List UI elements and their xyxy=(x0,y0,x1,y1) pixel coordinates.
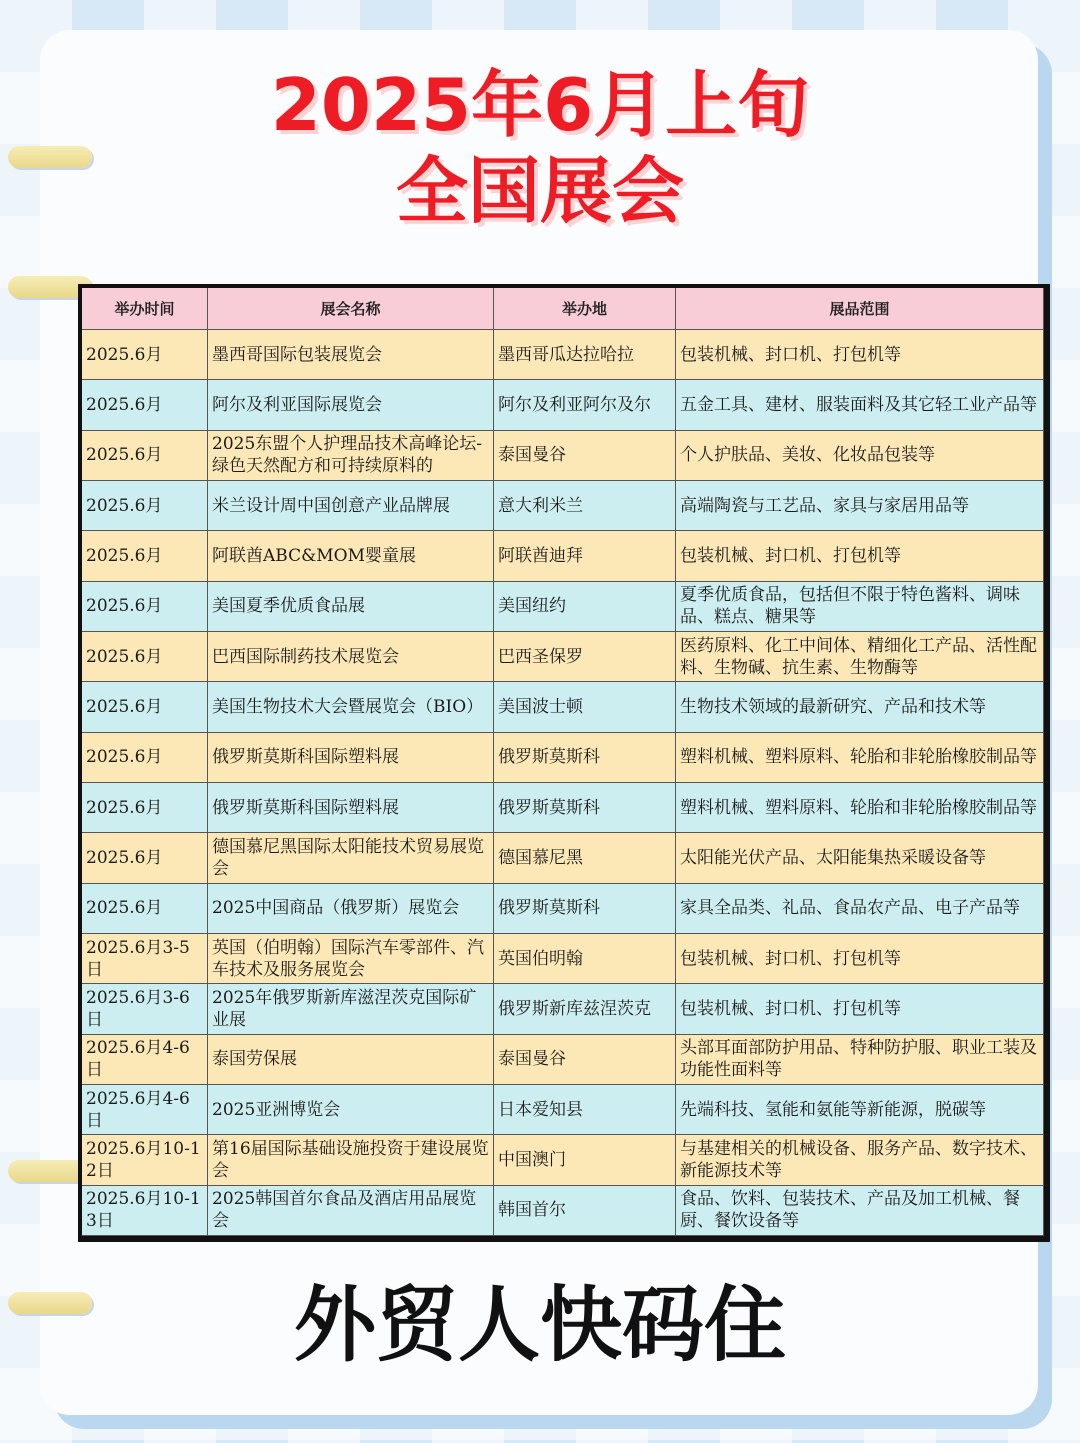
cell-scope: 食品、饮料、包装技术、产品及加工机械、餐厨、餐饮设备等 xyxy=(676,1186,1044,1236)
cell-location: 阿联酋迪拜 xyxy=(494,531,676,581)
title-line-1: 2025年6月上旬 xyxy=(270,63,810,147)
title-line-2: 全国展会 xyxy=(395,149,684,233)
cell-date: 2025.6月10-13日 xyxy=(82,1186,208,1236)
cell-scope: 高端陶瓷与工艺品、家具与家居用品等 xyxy=(676,481,1044,531)
cell-date: 2025.6月 xyxy=(82,884,208,934)
cell-date: 2025.6月 xyxy=(82,531,208,581)
cell-name: 英国（伯明翰）国际汽车零部件、汽车技术及服务展览会 xyxy=(208,934,494,984)
cell-location: 俄罗斯新库兹涅茨克 xyxy=(494,984,676,1034)
cell-location: 泰国曼谷 xyxy=(494,1035,676,1085)
cell-scope: 塑料机械、塑料原料、轮胎和非轮胎橡胶制品等 xyxy=(676,783,1044,833)
cell-name: 俄罗斯莫斯科国际塑料展 xyxy=(208,783,494,833)
exhibition-table xyxy=(78,284,1050,1242)
cell-location: 美国波士顿 xyxy=(494,682,676,732)
cell-date: 2025.6月 xyxy=(82,481,208,531)
cell-location: 阿尔及利亚阿尔及尔 xyxy=(494,380,676,430)
cell-scope: 太阳能光伏产品、太阳能集热采暖设备等 xyxy=(676,833,1044,883)
cell-location: 日本爱知县 xyxy=(494,1085,676,1135)
cell-location: 德国慕尼黑 xyxy=(494,833,676,883)
cell-scope: 家具全品类、礼品、食品农产品、电子产品等 xyxy=(676,884,1044,934)
footer-text: 外贸人快码住 xyxy=(293,1277,786,1373)
cell-date: 2025.6月3-6日 xyxy=(82,984,208,1034)
cell-date: 2025.6月 xyxy=(82,733,208,783)
cell-name: 阿联酋ABC&MOM婴童展 xyxy=(208,531,494,581)
cell-scope: 生物技术领域的最新研究、产品和技术等 xyxy=(676,682,1044,732)
cell-date: 2025.6月3-5日 xyxy=(82,934,208,984)
table-grid xyxy=(82,288,1044,1236)
cell-date: 2025.6月 xyxy=(82,833,208,883)
cell-scope: 包装机械、封口机、打包机等 xyxy=(676,330,1044,380)
cell-location: 中国澳门 xyxy=(494,1135,676,1185)
cell-location: 墨西哥瓜达拉哈拉 xyxy=(494,330,676,380)
cell-date: 2025.6月 xyxy=(82,632,208,682)
cell-name: 2025中国商品（俄罗斯）展览会 xyxy=(208,884,494,934)
cell-name: 阿尔及利亚国际展览会 xyxy=(208,380,494,430)
cell-name: 泰国劳保展 xyxy=(208,1035,494,1085)
cell-name: 美国夏季优质食品展 xyxy=(208,582,494,632)
cell-name: 俄罗斯莫斯科国际塑料展 xyxy=(208,733,494,783)
cell-scope: 夏季优质食品，包括但不限于特色酱料、调味品、糕点、糖果等 xyxy=(676,582,1044,632)
cell-name: 第16届国际基础设施投资于建设展览会 xyxy=(208,1135,494,1185)
cell-name: 2025东盟个人护理品技术高峰论坛-绿色天然配方和可持续原料的 xyxy=(208,431,494,481)
cell-name: 美国生物技术大会暨展览会（BIO） xyxy=(208,682,494,732)
cell-scope: 塑料机械、塑料原料、轮胎和非轮胎橡胶制品等 xyxy=(676,733,1044,783)
page-title xyxy=(0,62,1080,234)
cell-scope: 个人护肤品、美妆、化妆品包装等 xyxy=(676,431,1044,481)
cell-date: 2025.6月4-6日 xyxy=(82,1085,208,1135)
cell-scope: 五金工具、建材、服装面料及其它轻工业产品等 xyxy=(676,380,1044,430)
cell-scope: 与基建相关的机械设备、服务产品、数字技术、新能源技术等 xyxy=(676,1135,1044,1185)
cell-name: 2025亚洲博览会 xyxy=(208,1085,494,1135)
cell-location: 泰国曼谷 xyxy=(494,431,676,481)
cell-name: 巴西国际制药技术展览会 xyxy=(208,632,494,682)
cell-scope: 医药原料、化工中间体、精细化工产品、活性配料、生物碱、抗生素、生物酶等 xyxy=(676,632,1044,682)
cell-location: 俄罗斯莫斯科 xyxy=(494,733,676,783)
cell-date: 2025.6月 xyxy=(82,682,208,732)
cell-date: 2025.6月 xyxy=(82,582,208,632)
header-name: 展会名称 xyxy=(208,288,494,330)
cell-scope: 头部耳面部防护用品、特种防护服、职业工装及功能性面料等 xyxy=(676,1035,1044,1085)
cell-location: 俄罗斯莫斯科 xyxy=(494,884,676,934)
cell-scope: 包装机械、封口机、打包机等 xyxy=(676,531,1044,581)
cell-date: 2025.6月 xyxy=(82,330,208,380)
cell-location: 美国纽约 xyxy=(494,582,676,632)
cell-scope: 包装机械、封口机、打包机等 xyxy=(676,934,1044,984)
cell-location: 巴西圣保罗 xyxy=(494,632,676,682)
cell-scope: 包装机械、封口机、打包机等 xyxy=(676,984,1044,1034)
cell-scope: 先端科技、氢能和氨能等新能源，脱碳等 xyxy=(676,1085,1044,1135)
cell-date: 2025.6月 xyxy=(82,380,208,430)
cell-date: 2025.6月 xyxy=(82,431,208,481)
cell-location: 英国伯明翰 xyxy=(494,934,676,984)
cell-location: 意大利米兰 xyxy=(494,481,676,531)
cell-date: 2025.6月 xyxy=(82,783,208,833)
cell-name: 德国慕尼黑国际太阳能技术贸易展览会 xyxy=(208,833,494,883)
header-date: 举办时间 xyxy=(82,288,208,330)
header-scope: 展品范围 xyxy=(676,288,1044,330)
header-location: 举办地 xyxy=(494,288,676,330)
cell-date: 2025.6月10-12日 xyxy=(82,1135,208,1185)
cell-name: 2025韩国首尔食品及酒店用品展览会 xyxy=(208,1186,494,1236)
cell-location: 韩国首尔 xyxy=(494,1186,676,1236)
cell-name: 墨西哥国际包装展览会 xyxy=(208,330,494,380)
cell-date: 2025.6月4-6日 xyxy=(82,1035,208,1085)
cell-name: 米兰设计周中国创意产业品牌展 xyxy=(208,481,494,531)
cell-location: 俄罗斯莫斯科 xyxy=(494,783,676,833)
cell-name: 2025年俄罗斯新库滋涅茨克国际矿业展 xyxy=(208,984,494,1034)
